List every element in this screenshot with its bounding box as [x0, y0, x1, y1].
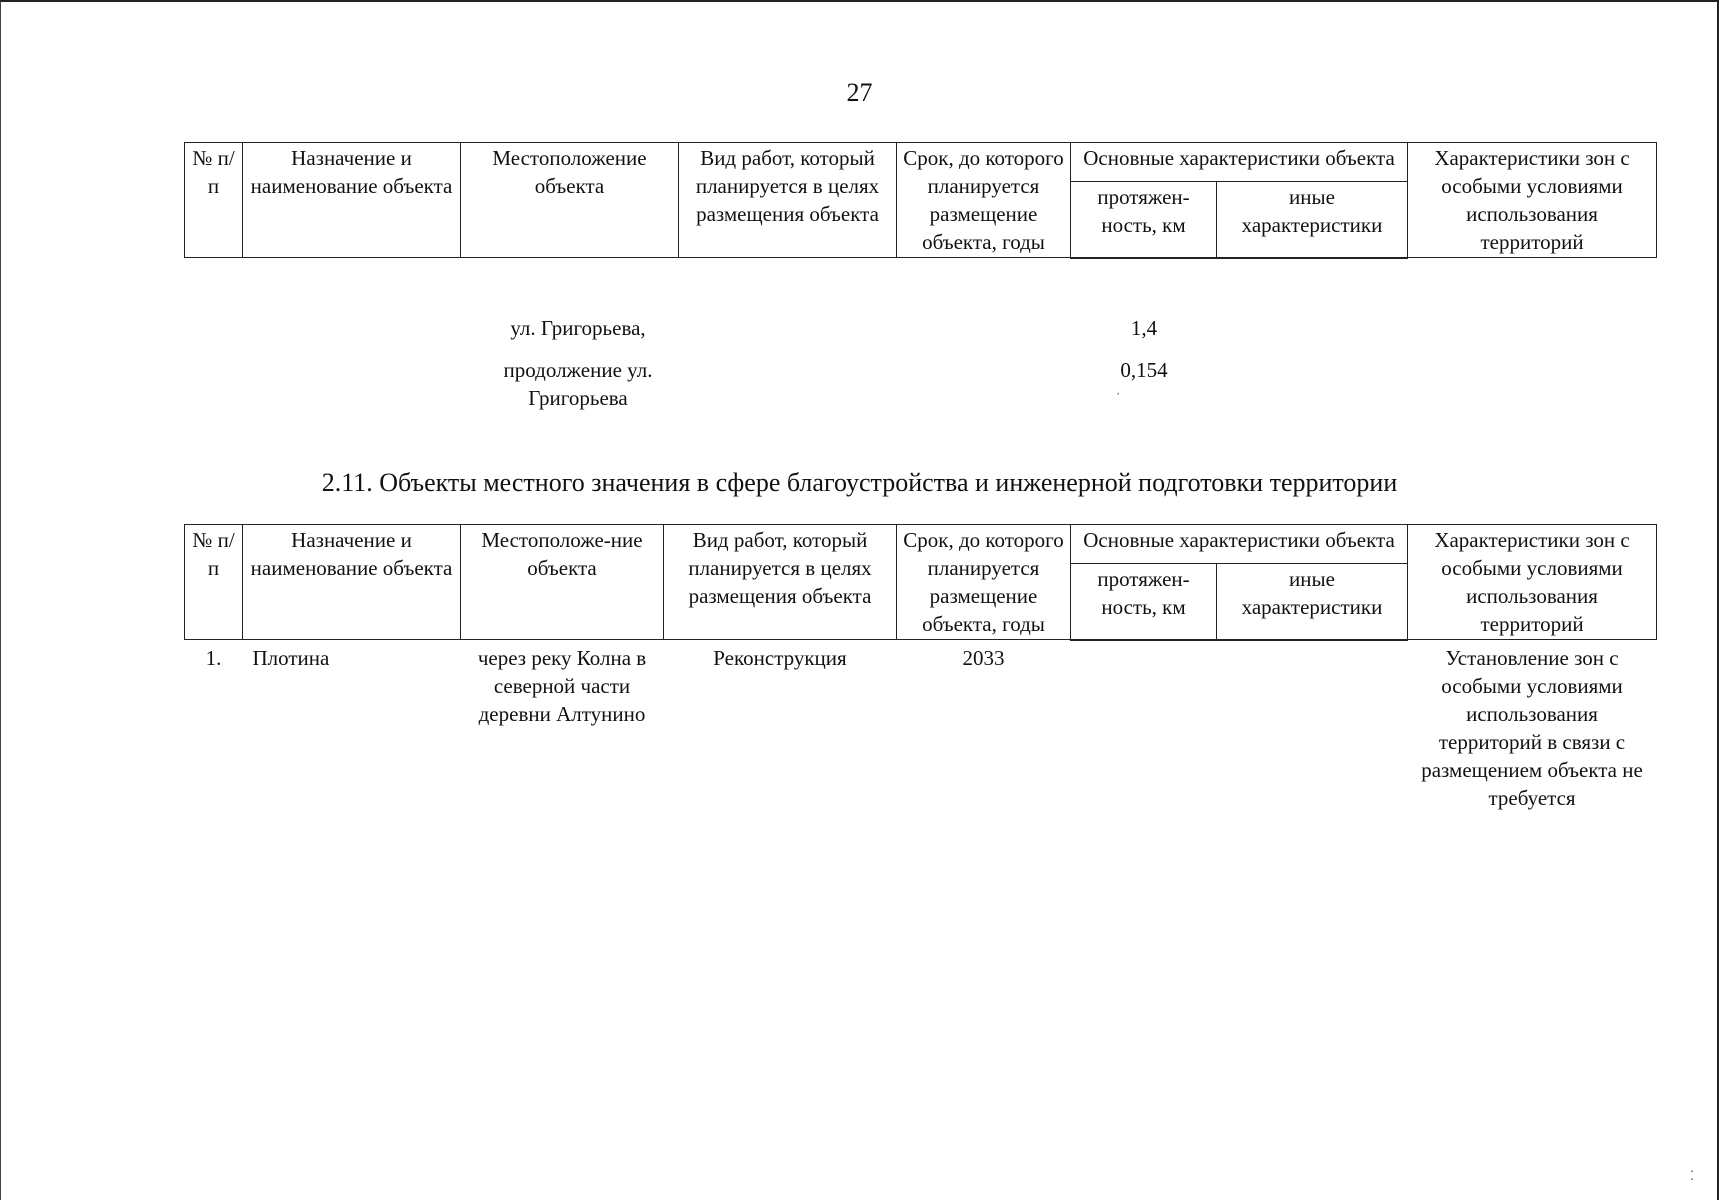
col-header-main-characteristics: Основные характеристики объекта	[1071, 143, 1408, 182]
page-number: 27	[846, 78, 873, 107]
table-row	[185, 640, 1657, 817]
col-header-num: № п/п	[185, 143, 243, 258]
section-title: 2.11. Объекты местного значения в сфере благоустройства и инженерной подготовки территории	[321, 468, 1398, 497]
cell-other	[1217, 640, 1408, 817]
scan-speck: ⁚	[1690, 1168, 1695, 1183]
cell-name: Плотина	[252, 646, 330, 670]
table-2	[184, 524, 1657, 816]
col-header-num: № п/п	[185, 525, 243, 640]
col-header-length: протяжен-ность, км	[1071, 182, 1217, 258]
cell-work-type: Реконструкция	[713, 646, 847, 670]
table-1-header	[184, 142, 1657, 259]
col-header-other: иные характеристики	[1217, 182, 1408, 258]
continuation-location-2: продолжение ул. Григорьева	[503, 358, 653, 410]
col-header-zones: Характеристики зон с особыми условиями использования территорий	[1408, 525, 1657, 640]
col-header-location: Местоположе-ние объекта	[461, 525, 664, 640]
col-header-location: Местоположение объекта	[461, 143, 679, 258]
cell-num: 1.	[205, 646, 222, 670]
cell-length	[1071, 640, 1217, 817]
col-header-term: Срок, до которого планируется размещение объекта, годы	[897, 143, 1071, 258]
col-header-main-characteristics: Основные характеристики объекта	[1071, 525, 1408, 564]
cell-term: 2033	[962, 646, 1005, 670]
col-header-length: протяжен-ность, км	[1071, 564, 1217, 640]
continuation-location-1: ул. Григорьева,	[510, 316, 646, 340]
col-header-work-type: Вид работ, который планируется в целях размещения объекта	[679, 143, 897, 258]
scan-speck: ·	[1116, 386, 1121, 401]
col-header-zones: Характеристики зон с особыми условиями использования территорий	[1408, 143, 1657, 258]
cell-location: через реку Колна в северной части деревни Алтунино	[477, 646, 647, 726]
continuation-length-1: 1,4	[1130, 316, 1158, 340]
col-header-other: иные характеристики	[1217, 564, 1408, 640]
cell-zones: Установление зон с особыми условиями использования территорий в связи с размещением объекта не требуется	[1421, 646, 1643, 810]
col-header-term: Срок, до которого планируется размещение объекта, годы	[897, 525, 1071, 640]
col-header-work-type: Вид работ, который планируется в целях размещения объекта	[664, 525, 897, 640]
col-header-name: Назначение и наименование объекта	[243, 143, 461, 258]
continuation-length-2: 0,154	[1120, 358, 1168, 382]
col-header-name: Назначение и наименование объекта	[243, 525, 461, 640]
